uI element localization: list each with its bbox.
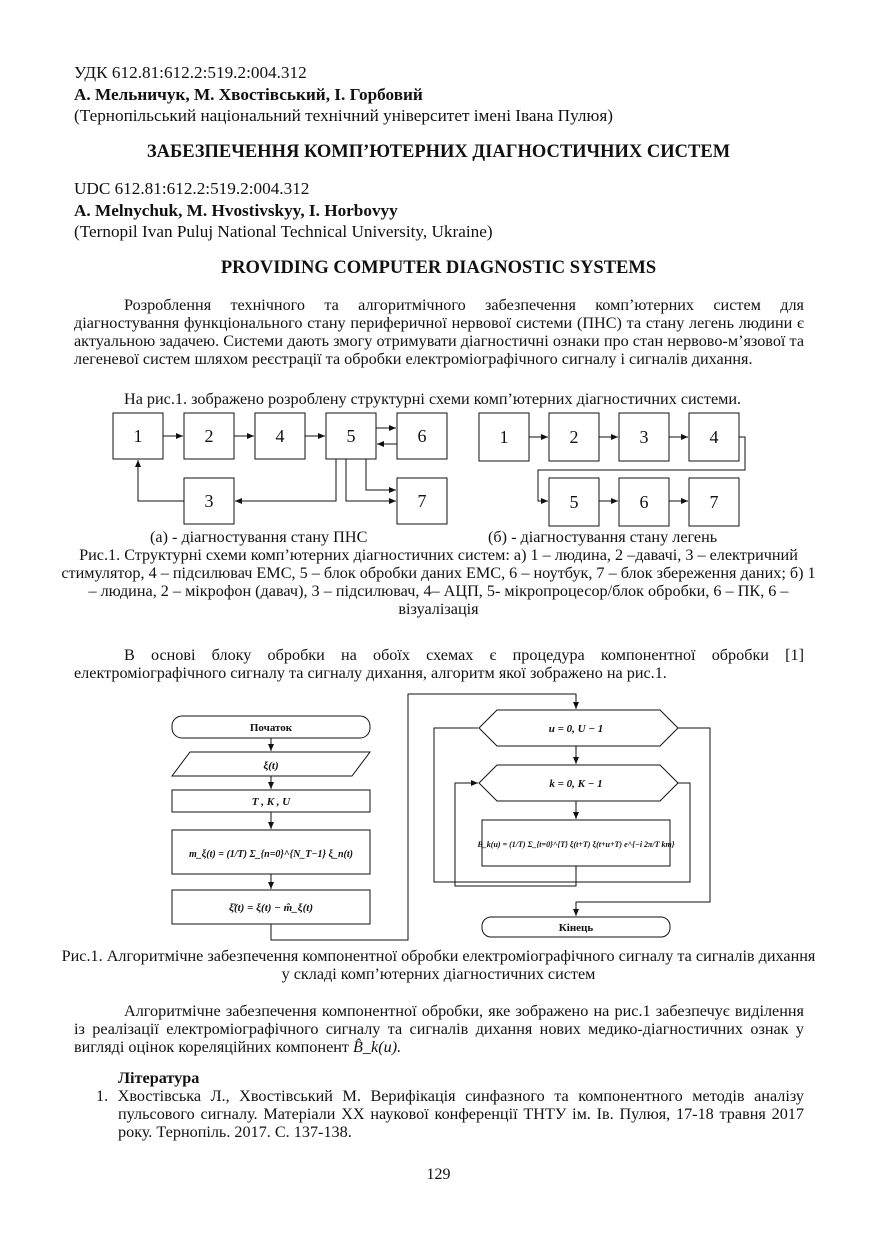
title-ua: ЗАБЕЗПЕЧЕННЯ КОМП’ЮТЕРНИХ ДІАГНОСТИЧНИХ СИСТЕМ — [146, 142, 731, 162]
algorithm-text: В основі блоку обробки на обоїх схемах є процедура компонентної обробки [1] електроміографічного сигналу та сигналу дихання, алгоритм якої зображено на рис.1. — [74, 646, 804, 682]
flowchart-caption: Рис.1. Алгоритмічне забезпечення компонентної обробки електроміографічного сигналу та сигналів дихання у складі комп’ютерних діагностичних систем — [61, 947, 816, 983]
diagram-b-label-3: 3 — [639, 427, 649, 447]
diagram-a-label-1: 1 — [133, 426, 143, 446]
loop-u-label: u = 0, U − 1 — [548, 723, 604, 735]
loop-k-label: k = 0, K − 1 — [549, 778, 603, 790]
start-label: Початок — [249, 722, 293, 734]
diagram-b-caption: (б) - діагностування стану легень — [488, 528, 718, 546]
diagram-b-label-5: 5 — [569, 492, 579, 512]
references-heading: Література — [118, 1069, 200, 1087]
correlation-symbol: B̂_k(u). — [353, 1038, 402, 1056]
diagram-a-caption: (а) - діагностування стану ПНС — [150, 528, 368, 546]
params-label: T , K , U — [251, 796, 291, 808]
mean-formula: m_ξ(t) = (1/T) Σ_{n=0}^{N_T−1} ξ_n(t) — [189, 849, 353, 860]
diagram-b-label-2: 2 — [569, 427, 579, 447]
diagram-a-label-7: 7 — [417, 491, 427, 511]
input-label: ξ(t) — [263, 760, 279, 772]
title-en: PROVIDING COMPUTER DIAGNOSTIC SYSTEMS — [220, 258, 657, 278]
algorithm-paragraph — [74, 646, 804, 682]
diagram-a-label-6: 6 — [417, 426, 427, 446]
diagram-a-label-5: 5 — [346, 426, 356, 446]
structural-diagrams — [0, 405, 877, 530]
udc-en: UDC 612.81:612.2:519.2:004.312 — [74, 179, 310, 198]
diagram-a-label-4: 4 — [275, 426, 285, 446]
algorithm-flowchart — [0, 690, 877, 945]
affiliation-ua: (Тернопільський національний технічний університет імені Івана Пулюя) — [74, 106, 613, 125]
reference-item: 1. Хвостівська Л., Хвостівський М. Верифікація синфазного та компонентного методів аналізу пульсового сигналу. Матеріали XX наукової конференції ТНТУ ім. Ів. Пулюя, 17-18 травня 2017 року. Тернопіль. 2017. С. 137-138. — [96, 1087, 804, 1141]
affiliation-en: (Ternopil Ivan Puluj National Technical University, Ukraine) — [74, 222, 493, 241]
intro-paragraph — [74, 296, 804, 368]
diagram-b-label-7: 7 — [709, 492, 719, 512]
page-number: 129 — [426, 1166, 451, 1183]
centering-formula: ξ̊(t) = ξ(t) − m̂_ξ(t) — [229, 902, 313, 914]
diagram-b-label-4: 4 — [709, 427, 719, 447]
diagram-b-label-6: 6 — [639, 492, 649, 512]
intro-text: Розроблення технічного та алгоритмічного забезпечення комп’ютерних систем для діагностування функціонального стану периферичної нервової системи (ПНС) та стану легень людини є актуальною задачею. Системи дають змогу отримувати діагностичні ознаки про стан нервово-м’язової та легеневої систем шляхом реєстрації та обробки електроміографічного сигналу і сигналів дихання. — [74, 296, 804, 368]
diagram-a-label-3: 3 — [204, 491, 214, 511]
end-label: Кінець — [558, 922, 594, 934]
conclusion-text: Алгоритмічне забезпечення компонентної обробки, яке зображено на рис.1 забезпечує виділення із реалізації електроміографічного сигналу та сигналів дихання нових медико-діагностичних ознак у вигляді оцінок кореляційних компонент — [74, 1002, 804, 1056]
udk-ua: УДК 612.81:612.2:519.2:004.312 — [74, 63, 307, 82]
authors-en: A. Melnychuk, M. Hvostivskyy, I. Horbovyy — [74, 201, 398, 220]
authors-ua: А. Мельничук, М. Хвостівський, І. Горбовий — [74, 85, 423, 104]
component-formula: B_k(u) = (1/T) Σ_{t=0}^{T} ξ(t+T) ξ(t+u+T) e^{−i 2π/T km} — [477, 840, 675, 849]
diagram-a-label-2: 2 — [204, 426, 214, 446]
diagram-b-label-1: 1 — [499, 427, 509, 447]
figure1-caption: Рис.1. Структурні схеми комп’ютерних діагностичних систем: а) 1 – людина, 2 –давачі, 3 – електричний стимулятор, 4 – підсилювач ЕМС, 5 – блок обробки даних ЕМС, 6 – ноутбук, 7 – блок збереження даних; б) 1 – людина, 2 – мікрофон (давач), 3 – підсилювач, 4– АЦП, 5- мікропроцесор/блок обробки, 6 – ПК, 6 – візуалізація — [61, 546, 816, 618]
figure-intro-text: На рис.1. зображено розроблену структурні схеми комп’ютерних діагностичних системи. — [124, 390, 742, 408]
conclusion-paragraph — [74, 1002, 804, 1056]
